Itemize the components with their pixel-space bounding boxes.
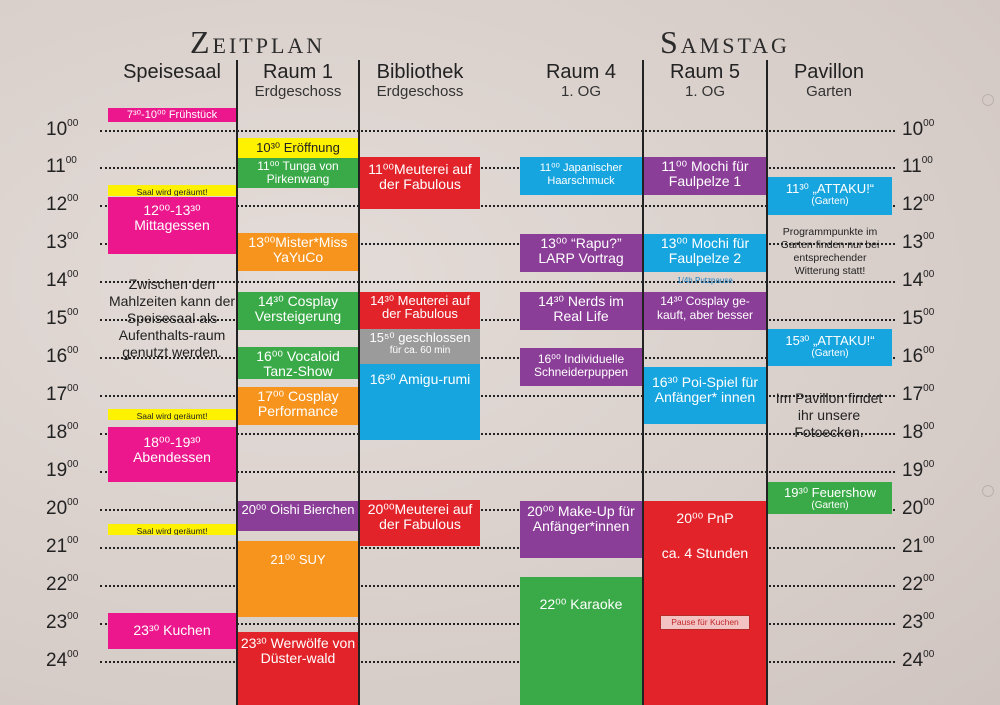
hour-label-left	[46, 649, 102, 672]
event-time: 12⁰⁰-13³⁰	[143, 202, 201, 218]
notice-saal-geraeumt: Saal wird geräumt!	[108, 524, 236, 535]
event-cosplay-performance: 17⁰⁰ Cosplay Performance	[238, 387, 358, 425]
event-sub: (Garten)	[811, 348, 849, 359]
hour-gridline	[100, 661, 895, 663]
event-karaoke: 22⁰⁰ Karaoke	[520, 577, 642, 705]
event-pnp	[644, 501, 766, 705]
hour-label-right	[902, 459, 958, 482]
event-meuterei-1: 11⁰⁰Meuterei auf der Fabulous	[360, 157, 480, 209]
col-raum1	[238, 62, 358, 102]
decor-circle	[982, 94, 994, 106]
event-sub: für ca. 60 min	[389, 345, 451, 356]
hour-value: 11	[46, 156, 66, 177]
hour-suffix: 00	[67, 497, 79, 508]
hour-value: 11	[902, 156, 922, 177]
hour-value: 15	[46, 308, 68, 329]
hour-suffix: 00	[923, 421, 935, 432]
hour-suffix: 00	[923, 497, 935, 508]
hour-label-left	[46, 459, 102, 482]
hour-value: 15	[902, 308, 924, 329]
hour-value: 12	[902, 194, 924, 215]
hour-value: 21	[902, 536, 924, 557]
hour-value: 10	[46, 119, 68, 140]
event-geschlossen	[360, 329, 480, 364]
event-title: 20⁰⁰ PnP	[676, 510, 734, 526]
event-title: Haarschmuck	[547, 175, 615, 187]
hour-value: 24	[46, 650, 68, 671]
decor-circle	[982, 485, 994, 497]
hour-suffix: 00	[923, 193, 935, 204]
event-amigurumi: 16³⁰ Amigu-rumi	[360, 364, 480, 440]
event-nerds: 14³⁰ Nerds im Real Life	[520, 292, 642, 330]
hour-label-left	[46, 383, 102, 406]
title-samstag: Samstag	[660, 24, 790, 60]
hour-label-right	[902, 649, 958, 672]
col-sub: 1. OG	[560, 83, 601, 100]
hour-value: 18	[46, 422, 68, 443]
hour-suffix: 00	[67, 345, 79, 356]
hour-suffix: 00	[67, 649, 79, 660]
hour-suffix: 00	[67, 535, 79, 546]
hour-value: 24	[902, 650, 924, 671]
event-suy: 21⁰⁰ SUY	[238, 541, 358, 617]
hour-suffix: 00	[65, 155, 77, 166]
hour-suffix: 00	[923, 649, 935, 660]
hour-label-left	[46, 155, 102, 178]
hour-value: 19	[902, 460, 924, 481]
hour-suffix: 00	[923, 118, 935, 129]
event-duration: ca. 4 Stunden	[661, 545, 749, 561]
event-eroeffnung: 10³⁰ Eröffnung	[238, 138, 358, 158]
hour-label-right	[902, 345, 958, 368]
event-title: Mittagessen	[134, 217, 210, 233]
hour-gridline	[100, 130, 895, 132]
hour-label-right	[902, 497, 958, 520]
event-mochi-2: 13⁰⁰ Mochi für Faulpelze 2	[644, 234, 766, 272]
hour-suffix: 00	[67, 611, 79, 622]
hour-suffix: 00	[67, 231, 79, 242]
hour-suffix: 00	[923, 231, 935, 242]
hour-label-left	[46, 497, 102, 520]
hour-label-right	[902, 383, 958, 406]
event-oishi: 20⁰⁰ Oishi Bierchen	[238, 501, 358, 531]
event-attaku-1	[768, 177, 892, 215]
col-name: Raum 5	[669, 61, 741, 83]
hour-value: 20	[902, 498, 924, 519]
hour-gridline	[100, 547, 895, 549]
hour-label-right	[902, 535, 958, 558]
notice-saal-geraeumt: Saal wird geräumt!	[108, 185, 236, 196]
event-time: 18⁰⁰-19³⁰	[143, 434, 201, 450]
event-feuershow	[768, 482, 892, 514]
hour-label-left	[46, 231, 102, 254]
hour-label-left	[46, 307, 102, 330]
hour-value: 14	[902, 270, 924, 291]
hour-value: 21	[46, 536, 68, 557]
hour-label-left	[46, 118, 102, 141]
hour-value: 13	[902, 232, 924, 253]
hour-value: 18	[902, 422, 924, 443]
hour-suffix: 00	[921, 155, 933, 166]
event-vocaloid: 16⁰⁰ Vocaloid Tanz-Show	[238, 347, 358, 379]
putzpause-note: 1/4h Putzpause	[677, 276, 733, 285]
hour-suffix: 00	[923, 383, 935, 394]
hour-suffix: 00	[67, 383, 79, 394]
hour-label-left	[46, 269, 102, 292]
col-raum5	[644, 62, 766, 102]
hour-label-right	[902, 573, 958, 596]
event-title: 15³⁰ „ATTAKU!“	[785, 333, 875, 348]
hour-suffix: 00	[67, 307, 79, 318]
title-zeitplan: Zeitplan	[190, 24, 326, 60]
hour-suffix: 00	[67, 118, 79, 129]
hour-suffix: 00	[923, 269, 935, 280]
hour-gridline	[100, 167, 895, 169]
event-fruehstueck: 7³⁰-10⁰⁰ Frühstück	[108, 108, 236, 122]
hour-label-right	[902, 307, 958, 330]
event-makeup: 20⁰⁰ Make-Up für Anfänger*innen	[520, 501, 642, 558]
hour-label-right	[902, 611, 958, 634]
hour-suffix: 00	[923, 459, 935, 470]
col-name: Raum 4	[545, 61, 617, 83]
event-kuchen: 23³⁰ Kuchen	[108, 613, 236, 649]
event-mistermiss: 13⁰⁰Mister*Miss YaYuCo	[238, 233, 358, 271]
hour-suffix: 00	[67, 193, 79, 204]
col-name: Bibliothek	[376, 61, 464, 83]
event-attaku-2	[768, 329, 892, 366]
hour-label-right	[902, 231, 958, 254]
hour-label-right	[902, 421, 958, 444]
event-rapu: 13⁰⁰ “Rapu?” LARP Vortrag	[520, 234, 642, 272]
hour-label-left	[46, 345, 102, 368]
event-abendessen	[108, 427, 236, 482]
col-sub: 1. OG	[684, 83, 725, 100]
hour-label-right	[902, 118, 958, 141]
col-name: Pavillon	[793, 61, 865, 83]
event-cosplay-gekauft: 14³⁰ Cosplay ge-kauft, aber besser	[644, 292, 766, 330]
hour-gridline	[100, 585, 895, 587]
hour-value: 23	[46, 612, 68, 633]
hour-value: 14	[46, 270, 68, 291]
hour-value: 19	[46, 460, 68, 481]
event-time: 11⁰⁰ Japanischer	[539, 162, 623, 174]
col-speisesaal	[108, 62, 236, 82]
event-meuterei-3: 20⁰⁰Meuterei auf der Fabulous	[360, 500, 480, 546]
hour-value: 17	[902, 384, 924, 405]
event-cosplay-versteigerung: 14³⁰ Cosplay Versteigerung	[238, 292, 358, 330]
hour-label-right	[902, 269, 958, 292]
event-poi: 16³⁰ Poi-Spiel für Anfänger* innen	[644, 367, 766, 424]
event-sub: (Garten)	[811, 500, 849, 511]
col-bibliothek	[360, 62, 480, 102]
event-haarschmuck	[520, 157, 642, 195]
hour-suffix: 00	[923, 535, 935, 546]
event-title: 15⁵⁰ geschlossen	[369, 330, 471, 345]
hour-label-left	[46, 573, 102, 596]
hour-suffix: 00	[67, 269, 79, 280]
col-sub: Erdgeschoss	[376, 83, 464, 100]
hour-value: 17	[46, 384, 68, 405]
event-title: 19³⁰ Feuershow	[784, 485, 876, 500]
hour-label-left	[46, 535, 102, 558]
event-time: 16⁰⁰ Individuelle	[537, 352, 625, 366]
hour-label-left	[46, 421, 102, 444]
hour-value: 10	[902, 119, 924, 140]
hour-suffix: 00	[67, 573, 79, 584]
programm-note: Programmpunkte im Garten finden nur bei entsprechender Witterung statt!	[780, 226, 880, 277]
hour-value: 20	[46, 498, 68, 519]
hour-suffix: 00	[67, 459, 79, 470]
hour-suffix: 00	[67, 421, 79, 432]
hour-label-right	[902, 155, 958, 178]
event-mochi-1: 11⁰⁰ Mochi für Faulpelze 1	[644, 157, 766, 195]
hour-value: 23	[902, 612, 924, 633]
event-mittagessen	[108, 197, 236, 254]
hour-value: 12	[46, 194, 68, 215]
col-name: Speisesaal	[123, 61, 221, 83]
hour-value: 16	[902, 346, 924, 367]
event-meuterei-2: 14³⁰ Meuterei auf der Fabulous	[360, 292, 480, 329]
hour-value: 16	[46, 346, 68, 367]
col-name: Raum 1	[262, 61, 334, 83]
hour-value: 13	[46, 232, 68, 253]
hour-label-right	[902, 193, 958, 216]
hour-value: 22	[46, 574, 68, 595]
hour-suffix: 00	[923, 345, 935, 356]
hour-suffix: 00	[923, 611, 935, 622]
col-pavillon	[768, 62, 890, 102]
event-title: 11³⁰ „ATTAKU!“	[785, 181, 875, 196]
hour-value: 22	[902, 574, 924, 595]
hour-label-left	[46, 611, 102, 634]
event-title: Abendessen	[133, 449, 211, 465]
col-raum4	[520, 62, 642, 102]
event-werwoelfe: 23³⁰ Werwölfe von Düster-wald	[238, 632, 358, 705]
foto-note: Im Pavillon findet ihr unsere Fotoecken.	[775, 390, 883, 440]
event-title: Schneiderpuppen	[533, 365, 629, 379]
speisesaal-note: Zwischen den Mahlzeiten kann der Speisesaal als Aufenthalts-raum genutzt werden.	[108, 276, 236, 360]
event-schneiderpuppen	[520, 348, 642, 386]
hour-suffix: 00	[923, 307, 935, 318]
col-sub: Garten	[806, 83, 852, 100]
event-tunga: 11⁰⁰ Tunga von Pirkenwang	[238, 158, 358, 188]
pause-kuchen-badge: Pause für Kuchen	[660, 615, 750, 630]
divider-line	[766, 60, 768, 705]
hour-label-left	[46, 193, 102, 216]
hour-suffix: 00	[923, 573, 935, 584]
event-sub: (Garten)	[811, 196, 849, 207]
col-sub: Erdgeschoss	[254, 83, 342, 100]
notice-saal-geraeumt: Saal wird geräumt!	[108, 409, 236, 420]
